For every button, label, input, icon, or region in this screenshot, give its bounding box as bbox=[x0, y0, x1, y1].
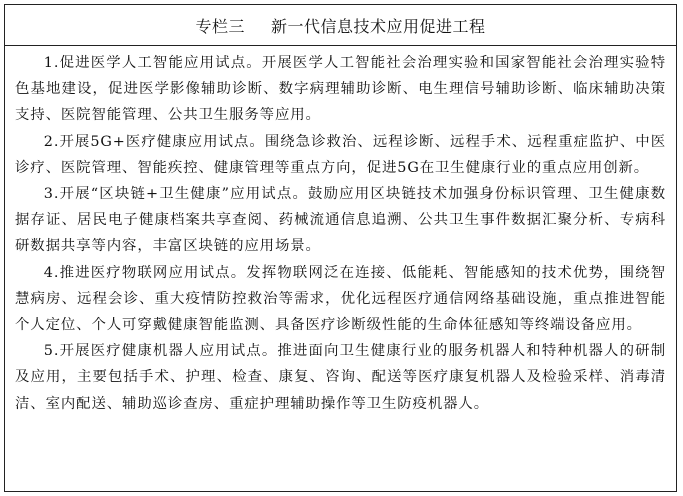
paragraph-robot-pilot: 5.开展医疗健康机器人应用试点。推进面向卫生健康行业的服务机器人和特种机器人的研制及应用，主要包括手术、护理、检查、康复、咨询、配送等医疗康复机器人及检验采样、消毒清洁、室内配送、辅助巡诊查房、重症护理辅助操作等卫生防疫机器人。 bbox=[15, 343, 666, 412]
paragraph-blockchain-pilot: 3.开展“区块链+卫生健康”应用试点。鼓励应用区块链技术加强身份标识管理、卫生健康数据存证、居民电子健康档案共享查阅、药械流通信息追溯、公共卫生事件数据汇聚分析、专病科研数据共享等内容，丰富区块链的应用场景。 bbox=[15, 186, 666, 255]
column-label: 专栏三 bbox=[195, 16, 245, 36]
column-content bbox=[5, 46, 676, 417]
paragraph-iot-pilot: 4.推进医疗物联网应用试点。发挥物联网泛在连接、低能耗、智能感知的技术优势，围绕智慧病房、远程会诊、重大疫情防控救治等需求，优化远程医疗通信网络基础设施，重点推进智能个人定位、个人可穿戴健康智能监测、具备医疗诊断级性能的生命体征感知等终端设备应用。 bbox=[15, 264, 666, 334]
column-heading: 新一代信息技术应用促进工程 bbox=[271, 16, 486, 36]
column-title bbox=[5, 5, 676, 46]
paragraph-ai-pilot: 1.促进医学人工智能应用试点。开展医学人工智能社会治理实验和国家智能社会治理实验特色基地建设，促进医学影像辅助诊断、数字病理辅助诊断、电生理信号辅助诊断、临床辅助决策支持、医院智能管理、公共卫生服务等应用。 bbox=[15, 55, 666, 124]
paragraph-5g-pilot: 2.开展5G+医疗健康应用试点。围绕急诊救治、远程诊断、远程手术、远程重症监护、中医诊疗、医院管理、智能疾控、健康管理等重点方向，促进5G在卫生健康行业的重点应用创新。 bbox=[15, 133, 666, 176]
column-box bbox=[4, 4, 677, 492]
